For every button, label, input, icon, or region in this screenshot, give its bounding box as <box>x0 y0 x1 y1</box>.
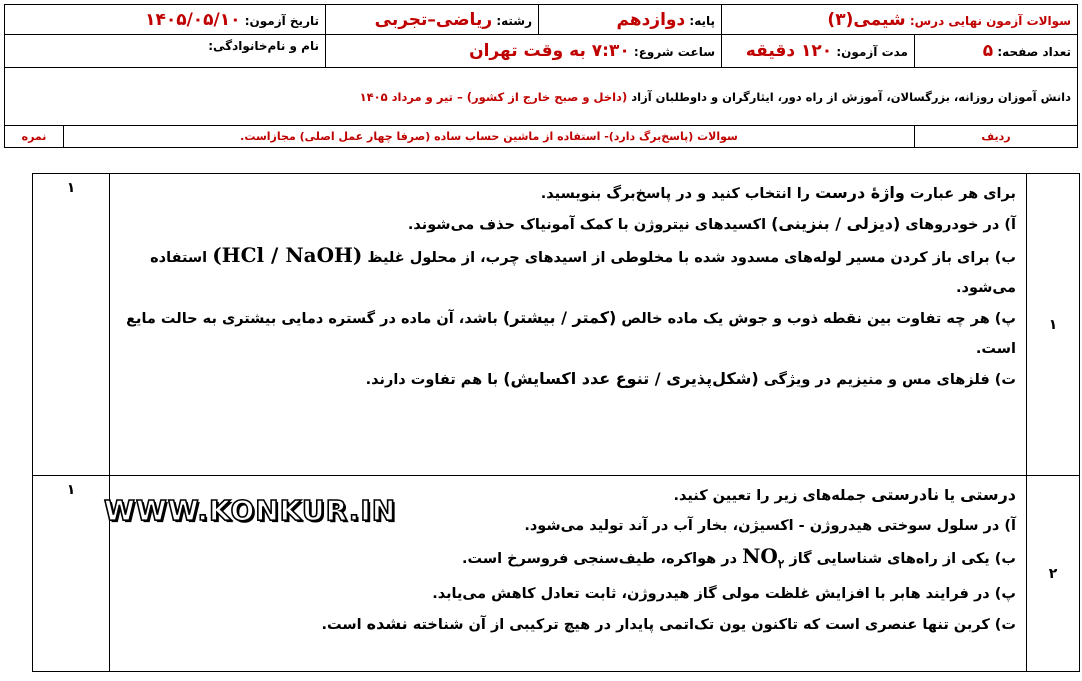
item-text: اکسیدهای نیتروژن با کمک آمونیاک حذف می‌شوند. <box>407 217 767 233</box>
formula-subscript: ۲ <box>777 557 785 571</box>
item-text: ت) کربن تنها عنصری است که تاکنون یون تک‌اتمی پایدار در هیچ ترکیبی از آن شناخته <box>412 617 1016 633</box>
question-number: ۲ <box>1027 476 1080 672</box>
item-c: پ) در فرایند هابر با افزایش غلظت مولی گاز هیدروژن، ثابت تعادل کاهش می‌یابد. <box>432 586 1016 602</box>
grade-cell <box>539 5 722 35</box>
item-text: ب) یکی از راه‌های شناسایی گاز <box>789 551 1016 567</box>
field-value: ریاضی–تجربی <box>374 9 493 30</box>
intro-text: برای هر عبارت <box>909 186 1016 202</box>
exam-title: سوالات آزمون نهایی درس: <box>909 13 1071 28</box>
item-a <box>120 209 1016 240</box>
course-name: شیمی(۳) <box>827 9 906 30</box>
audience-cell <box>5 68 1078 126</box>
item-text: پ) هر چه تفاوت بین نقطه ذوب و جوش یک ماده خالص <box>621 311 1016 327</box>
choice-text: (HCl / NaOH) <box>212 243 363 267</box>
item-text: با هم تفاوت دارند. <box>365 372 499 388</box>
item-text: ب) برای باز کردن مسیر لوله‌های مسدود شده با مخلوطی از اسیدهای چرب، از محلول غلیظ <box>367 250 1016 266</box>
choice-text: (شکل‌پذیری / تنوع عدد اکسایش) <box>503 369 759 388</box>
start-time-cell <box>326 35 722 68</box>
intro-text: را انتخاب کنید و در پاسخ‌برگ بنویسید. <box>540 186 811 202</box>
item-text: در هواکره، طیف‌سنجی فروسرخ است. <box>461 551 738 567</box>
item-b <box>120 541 1016 579</box>
start-value: ۷:۳۰ به وقت تهران <box>469 41 630 61</box>
choice-text: (کمتر / بیشتر) <box>502 308 617 327</box>
questions-table <box>32 173 1080 672</box>
score-label: نمره <box>5 126 64 148</box>
intro-text: یا <box>944 488 956 504</box>
item-b <box>120 240 1016 303</box>
course-cell <box>722 5 1078 35</box>
pages-label: تعداد صفحه: <box>997 45 1071 59</box>
item-d <box>120 609 1016 640</box>
audience-text: دانش آموزان روزانه، بزرگسالان، آموزش از راه دور، ایثارگران و داوطلبان آزاد <box>631 89 1071 104</box>
questions-label: سوالات (پاسخ‌برگ دارد)- استفاده از ماشین حساب ساده (صرفا چهار عمل اصلی) مجازاست. <box>64 126 915 148</box>
date-cell <box>5 5 326 35</box>
item-d <box>120 364 1016 395</box>
item-c <box>120 303 1016 364</box>
field-cell <box>326 5 539 35</box>
date-label: تاریخ آزمون: <box>244 13 319 28</box>
duration-label: مدت آزمون: <box>836 45 908 59</box>
audience-highlight: (داخل و صبح خارج از کشور) – تیر و مرداد ۱۴۰۵ <box>359 89 628 104</box>
duration-value: ۱۲۰ دقیقه <box>745 41 833 61</box>
watermark-logo: WWW.KONKUR.IN <box>104 494 397 527</box>
formula-base: NO <box>742 544 778 568</box>
intro-bold: نادرستی <box>871 485 940 504</box>
intro-bold: درستی <box>960 485 1016 504</box>
field-label: رشته: <box>496 13 532 28</box>
question-score: ۱ <box>33 174 110 476</box>
question-score: ۱ <box>33 476 110 672</box>
start-label: ساعت شروع: <box>633 45 715 59</box>
item-text: است. <box>321 617 362 633</box>
question-intro <box>120 178 1016 209</box>
item-a: آ) در سلول سوختی هیدروژن - اکسیژن، بخار آب در آند تولید می‌شود. <box>524 518 1016 534</box>
date-value: ۱۴۰۵/۰۵/۱۰ <box>145 9 241 30</box>
pages-value: ۵ <box>982 41 994 61</box>
name-cell <box>5 35 326 68</box>
question-text <box>110 174 1027 476</box>
row-label: ردیف <box>915 126 1078 148</box>
question-number: ۱ <box>1027 174 1080 476</box>
name-label: نام و نام‌خانوادگی: <box>208 39 319 53</box>
item-text: آ) در خودروهای <box>905 217 1016 233</box>
item-text: باشد، آن ماده در گستره دمایی بیشتری به حالت مایع است. <box>126 311 1016 357</box>
formula <box>742 544 785 571</box>
duration-cell <box>722 35 915 68</box>
pages-cell <box>915 35 1078 68</box>
intro-text: جمله‌های زیر را تعیین کنید. <box>673 488 867 504</box>
exam-header <box>4 4 1078 148</box>
intro-bold: واژهٔ درست <box>815 183 905 202</box>
item-bold: نشده <box>366 614 408 633</box>
item-text: استفاده می‌شود. <box>150 250 1016 296</box>
table-row <box>33 174 1080 476</box>
choice-text: (دیزلی / بنزینی) <box>771 214 901 233</box>
grade-label: پایه: <box>689 13 715 28</box>
grade-value: دوازدهم <box>616 9 686 30</box>
item-text: ت) فلزهای مس و منیزیم در ویژگی <box>763 372 1016 388</box>
